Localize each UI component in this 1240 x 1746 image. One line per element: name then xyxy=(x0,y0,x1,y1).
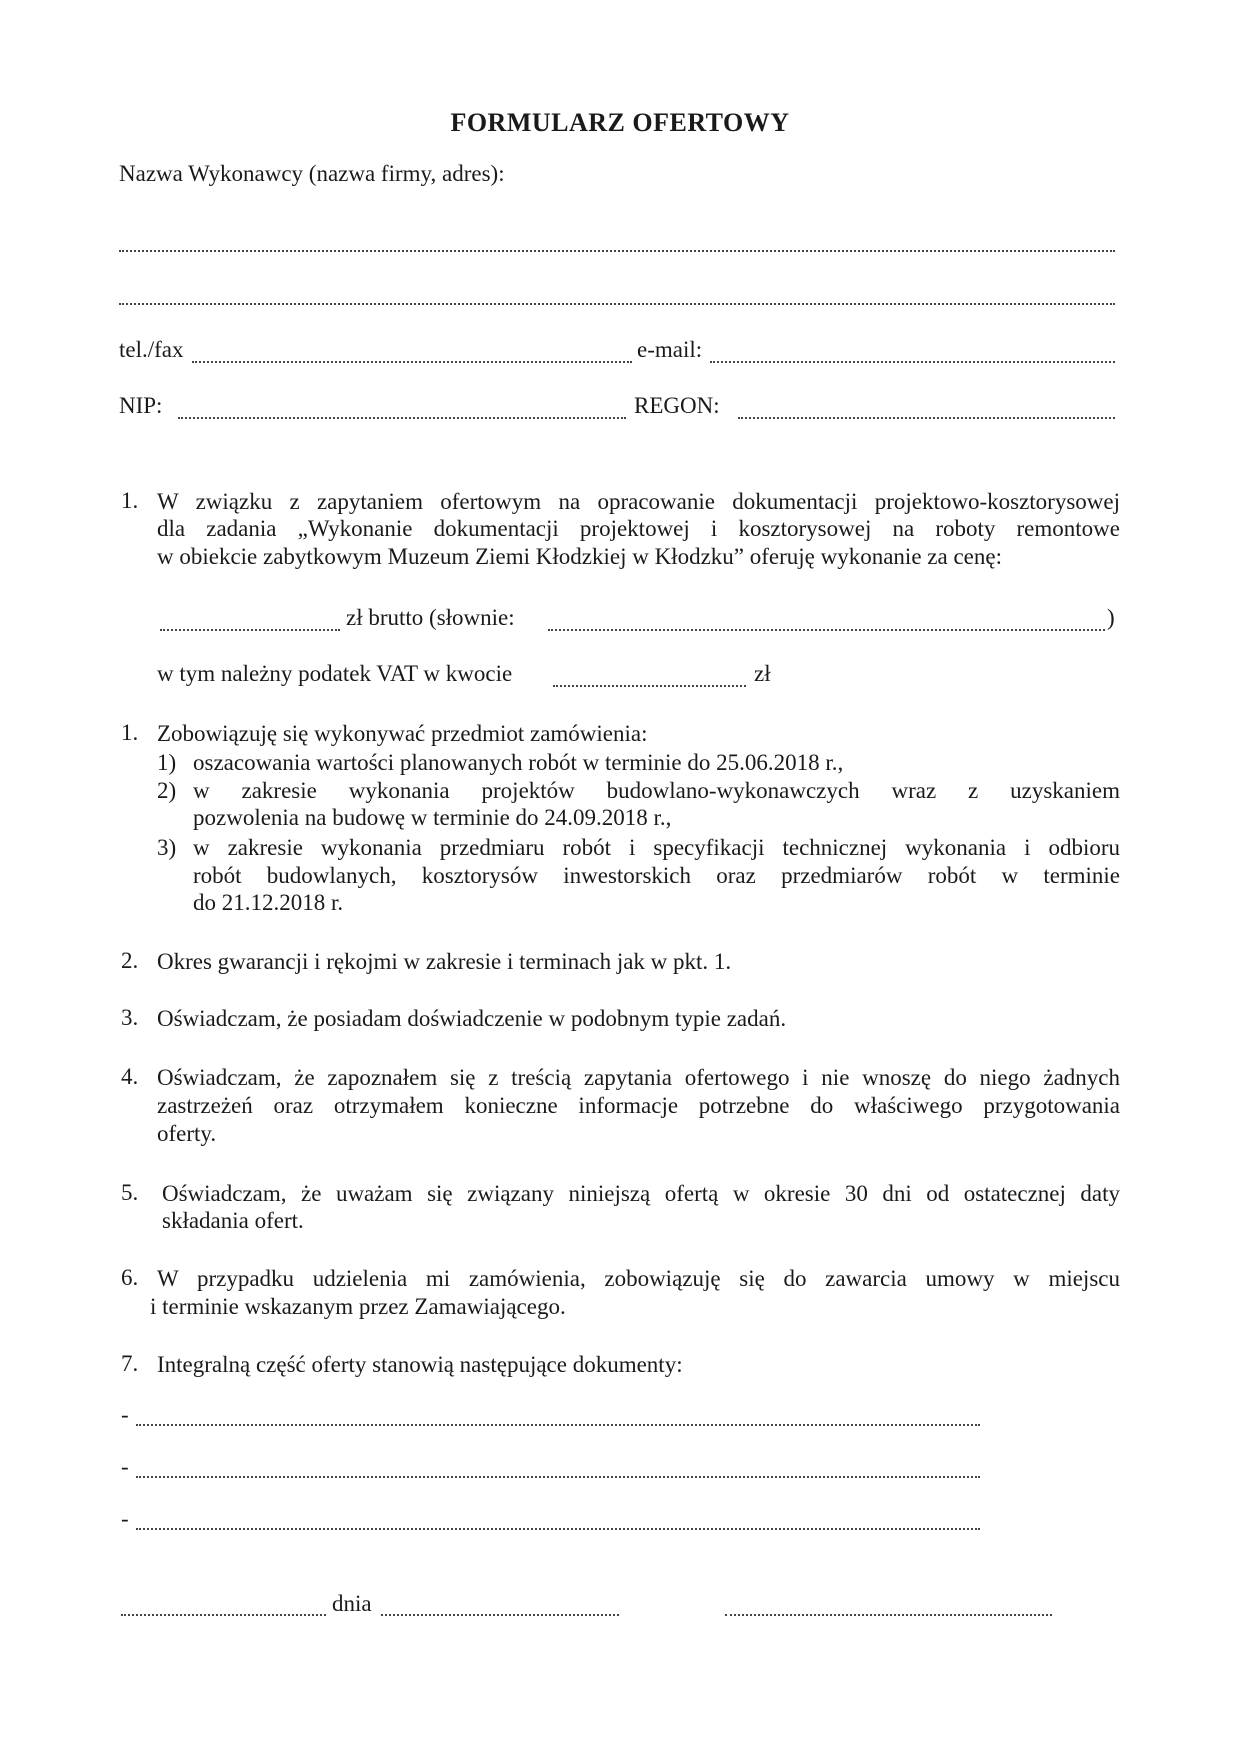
attachment-dash: - xyxy=(121,1454,129,1479)
email-field[interactable] xyxy=(710,361,1115,363)
obligation-item-number: 2) xyxy=(157,778,177,803)
price-gross-field[interactable] xyxy=(160,629,340,631)
point-text: składania ofert. xyxy=(162,1208,304,1233)
obligation-item-text: robót budowlanych, kosztorysów inwestorskich oraz przedmiarów robót w terminie xyxy=(193,863,1120,888)
point-text: W przypadku udzielenia mi zamówienia, zobowiązuję się do zawarcia umowy w miejscu xyxy=(157,1266,1120,1291)
point-number: 7. xyxy=(121,1351,139,1376)
tel-fax-field[interactable] xyxy=(192,361,632,363)
contractor-name-line-2[interactable] xyxy=(119,303,1115,305)
tel-fax-label: tel./fax xyxy=(119,337,184,362)
obligation-item-text: w zakresie wykonania projektów budowlano-wykonawczych wraz z uzyskaniem xyxy=(193,778,1120,803)
vat-label: w tym należny podatek VAT w kwocie xyxy=(157,661,513,686)
attachment-line-1[interactable] xyxy=(136,1424,980,1426)
vat-unit: zł xyxy=(754,661,771,686)
regon-label: REGON: xyxy=(634,393,720,418)
obligation-item-text: do 21.12.2018 r. xyxy=(193,890,344,915)
offer-number: 1. xyxy=(121,488,139,513)
nip-label: NIP: xyxy=(119,393,163,418)
offer-text-line-1: W związku z zapytaniem ofertowym na opracowanie dokumentacji projektowo-kosztorysowej xyxy=(157,489,1120,514)
nip-field[interactable] xyxy=(178,417,626,419)
point-text: Oświadczam, że zapoznałem się z treścią zapytania ofertowego i nie wnoszę do niego żadnych xyxy=(157,1065,1120,1090)
regon-field[interactable] xyxy=(738,417,1115,419)
point-text: Oświadczam, że uważam się związany niniejszą ofertą w okresie 30 dni od ostatecznej daty xyxy=(162,1181,1120,1206)
obligation-item-text: w zakresie wykonania przedmiaru robót i specyfikacji technicznej wykonania i odbioru xyxy=(193,835,1120,860)
offer-text-line-3: w obiekcie zabytkowym Muzeum Ziemi Kłodzkiej w Kłodzku” oferuję wykonanie za cenę: xyxy=(157,544,1002,569)
contractor-name-line-1[interactable] xyxy=(119,250,1115,252)
point-number: 3. xyxy=(121,1005,139,1030)
price-close-paren: ) xyxy=(1107,605,1115,630)
point-text: i terminie wskazanym przez Zamawiającego. xyxy=(150,1294,566,1319)
obligation-item-text: oszacowania wartości planowanych robót w terminie do 25.06.2018 r., xyxy=(193,750,844,775)
obligation-item-number: 3) xyxy=(157,835,177,860)
signature-field[interactable] xyxy=(725,1614,1052,1616)
point-number: 4. xyxy=(121,1064,139,1089)
offer-text-line-2: dla zadania „Wykonanie dokumentacji projektowej i kosztorysowej na roboty remontowe xyxy=(157,516,1120,541)
email-label: e-mail: xyxy=(637,337,703,362)
obligation-item-number: 1) xyxy=(157,750,177,775)
price-in-words-field[interactable] xyxy=(548,629,1105,631)
obligation-text: Zobowiązuję się wykonywać przedmiot zamówienia: xyxy=(157,721,648,746)
point-number: 5. xyxy=(121,1180,139,1205)
obligation-number: 1. xyxy=(121,720,139,745)
point-text: Oświadczam, że posiadam doświadczenie w podobnym typie zadań. xyxy=(157,1006,787,1031)
point-text: zastrzeżeń oraz otrzymałem konieczne informacje potrzebne do właściwego przygotowania xyxy=(157,1093,1120,1118)
point-text: oferty. xyxy=(157,1121,217,1146)
obligation-item-text: pozwolenia na budowę w terminie do 24.09.2018 r., xyxy=(193,805,672,830)
attachment-dash: - xyxy=(121,1506,129,1531)
attachment-dash: - xyxy=(121,1402,129,1427)
document-title: FORMULARZ OFERTOWY xyxy=(450,108,790,137)
point-number: 2. xyxy=(121,948,139,973)
date-field[interactable] xyxy=(381,1614,619,1616)
point-text: Okres gwarancji i rękojmi w zakresie i terminach jak w pkt. 1. xyxy=(157,949,732,974)
attachment-line-2[interactable] xyxy=(136,1476,980,1478)
place-field[interactable] xyxy=(121,1614,326,1616)
contractor-name-label: Nazwa Wykonawcy (nazwa firmy, adres): xyxy=(119,161,505,186)
vat-amount-field[interactable] xyxy=(553,685,746,687)
date-label: dnia xyxy=(332,1591,372,1616)
price-gross-label: zł brutto (słownie: xyxy=(346,605,515,630)
point-text: Integralną część oferty stanowią następujące dokumenty: xyxy=(157,1352,683,1377)
point-number: 6. xyxy=(121,1265,139,1290)
attachment-line-3[interactable] xyxy=(136,1528,980,1530)
